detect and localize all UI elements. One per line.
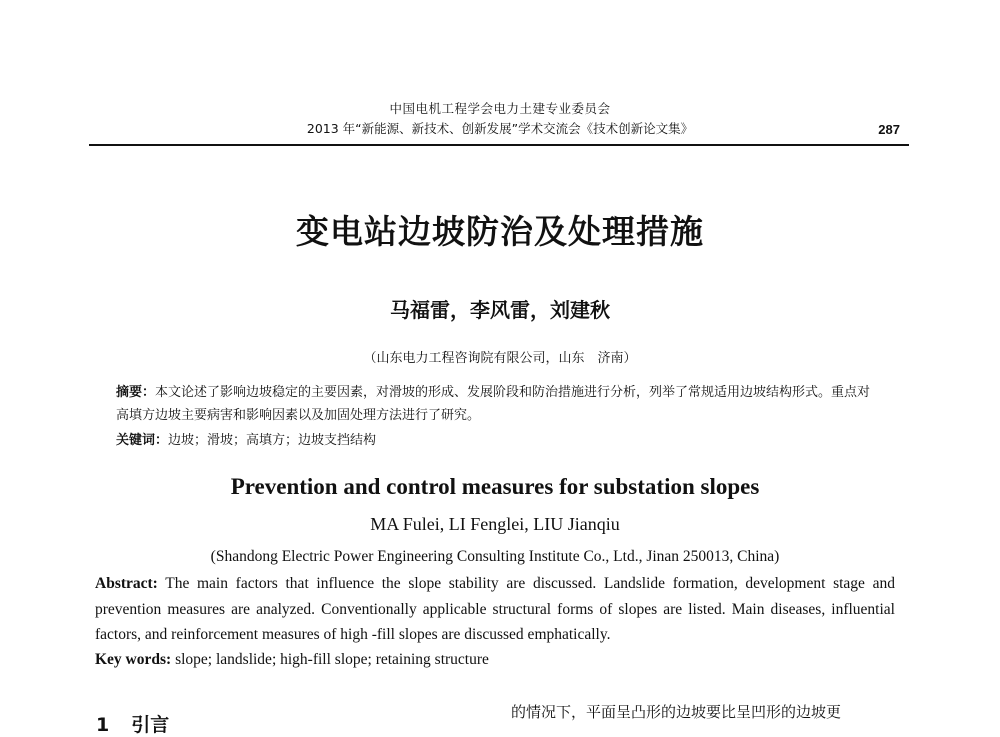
section-heading [96, 710, 169, 737]
chinese-title: 变电站边坡防治及处理措施 [296, 212, 704, 251]
chinese-affiliation: （山东电力工程咨询院有限公司，山东 济南） [363, 351, 637, 366]
chinese-abstract-label: 摘要： [116, 385, 156, 400]
journal-header-line-1: 中国电机工程学会电力土建专业委员会 [389, 101, 611, 116]
english-affiliation: (Shandong Electric Power Engineering Consulting Institute Co., Ltd., Jinan 250013, China) [210, 548, 780, 565]
chinese-keywords [116, 429, 876, 452]
english-title: Prevention and control measures for substation slopes [230, 474, 760, 499]
english-keywords-label: Key words: [95, 651, 172, 668]
english-keywords-text: slope; landslide; high-fill slope; retaining structure [171, 651, 489, 668]
section-title: 引言 [131, 714, 170, 736]
chinese-authors: 马福雷，李风雷，刘建秋 [390, 298, 610, 322]
page-number: 287 [878, 122, 900, 137]
chinese-abstract-text: 本文论述了影响边坡稳定的主要因素，对滑坡的形成、发展阶段和防治措施进行分析，列举了常规适用边坡结构形式。重点对高填方边坡主要病害和影响因素以及加固处理方法进行了研究。 [116, 385, 871, 423]
journal-header-line-2: 2013 年“新能源、新技术、创新发展”学术交流会《技术创新论文集》 [306, 121, 694, 136]
english-abstract [95, 571, 895, 648]
chinese-keywords-label: 关键词： [116, 433, 169, 448]
chinese-abstract [116, 381, 876, 427]
english-keywords [95, 650, 895, 670]
english-authors: MA Fulei, LI Fenglei, LIU Jianqiu [370, 514, 620, 534]
chinese-keywords-text: 边坡；滑坡；高填方；边坡支挡结构 [168, 433, 377, 448]
english-abstract-label: Abstract: [95, 575, 158, 592]
english-abstract-text: The main factors that influence the slope stability are discussed. Landslide formation, development stage and prevention measures are analyzed. Conventionally applicable structural forms of slopes are listed. Main diseases, influential factors, and reinforcement measures of high -fill slopes are discussed emphatically. [95, 575, 895, 643]
body-text-right-column: 的情况下，平面呈凸形的边坡要比呈凹形的边坡更 [511, 703, 842, 721]
section-number: 1 [96, 714, 110, 736]
header-rule [89, 144, 909, 146]
